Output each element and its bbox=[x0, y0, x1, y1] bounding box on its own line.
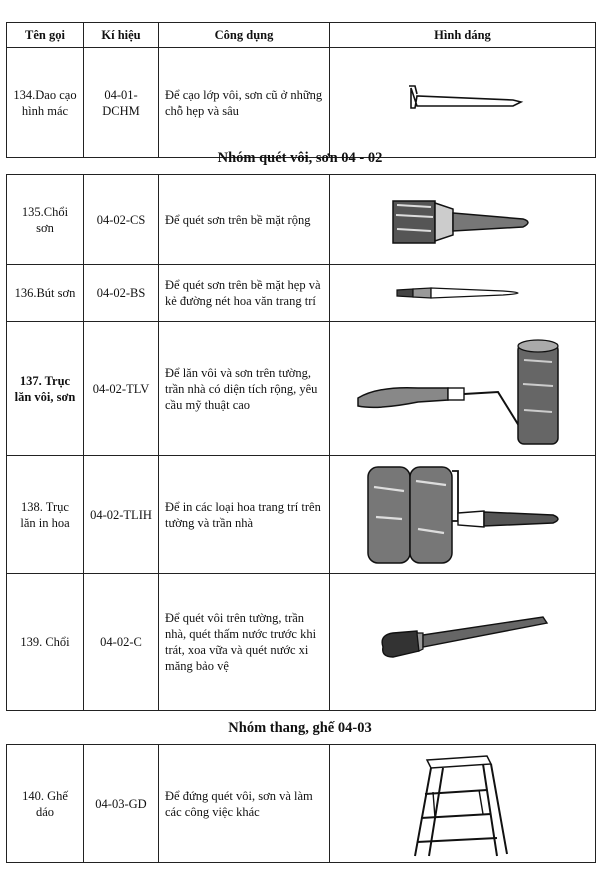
group-title-paint: Nhóm quét vôi, sơn 04 - 02 bbox=[217, 150, 383, 166]
table-row bbox=[7, 322, 596, 456]
whitewash-brush-icon bbox=[363, 607, 563, 677]
tool-name: 136.Bút sơn bbox=[7, 265, 84, 322]
tool-name: 137. Trục lăn vôi, sơn bbox=[7, 322, 84, 456]
header-code: Kí hiệu bbox=[84, 23, 159, 48]
pattern-roller-icon bbox=[348, 457, 578, 572]
tool-code: 04-02-BS bbox=[84, 265, 159, 322]
tool-code: 04-02-TLIH bbox=[84, 456, 159, 574]
tools-table-group1 bbox=[6, 22, 596, 158]
tool-name: 139. Chổi bbox=[7, 574, 84, 711]
header-shape: Hình dáng bbox=[330, 23, 596, 48]
group-title-ladder: Nhóm thang, ghế 04-03 bbox=[228, 720, 372, 736]
tool-use: Để quét sơn trên bề mặt rộng bbox=[159, 175, 330, 265]
tool-use: Để in các loại hoa trang trí trên tường và trần nhà bbox=[159, 456, 330, 574]
table-row bbox=[7, 456, 596, 574]
table-header-row bbox=[7, 23, 596, 48]
tools-table-group3 bbox=[6, 744, 596, 863]
table-row bbox=[7, 48, 596, 158]
table-row bbox=[7, 574, 596, 711]
step-ladder-icon bbox=[403, 748, 523, 860]
tool-use: Để quét vôi trên tường, trần nhà, quét thấm nước trước khi trát, xoa vữa và quét nước xi măng bảo vệ bbox=[159, 574, 330, 711]
tool-code: 04-02-CS bbox=[84, 175, 159, 265]
header-name: Tên gọi bbox=[7, 23, 84, 48]
paint-pen-icon bbox=[383, 278, 543, 308]
tool-name: 135.Chổi sơn bbox=[7, 175, 84, 265]
tool-use: Để lăn vôi và sơn trên tường, trần nhà có diện tích rộng, yêu cầu mỹ thuật cao bbox=[159, 322, 330, 456]
table-row bbox=[7, 265, 596, 322]
paint-brush-icon bbox=[383, 185, 543, 255]
tool-use: Để đứng quét vôi, sơn và làm các công việc khác bbox=[159, 745, 330, 863]
tool-name: 140. Ghế dáo bbox=[7, 745, 84, 863]
tool-use: Để cạo lớp vôi, sơn cũ ở những chỗ hẹp và sâu bbox=[159, 48, 330, 158]
tool-code: 04-02-C bbox=[84, 574, 159, 711]
tool-name: 138. Trục lăn in hoa bbox=[7, 456, 84, 574]
paint-roller-icon bbox=[348, 326, 578, 451]
table-row bbox=[7, 745, 596, 863]
tools-table-group2 bbox=[6, 174, 596, 711]
table-row bbox=[7, 175, 596, 265]
scraper-icon bbox=[393, 78, 533, 128]
tool-code: 04-03-GD bbox=[84, 745, 159, 863]
tool-name: 134.Dao cạo hình mác bbox=[7, 48, 84, 158]
tool-code: 04-02-TLV bbox=[84, 322, 159, 456]
tool-use: Để quét sơn trên bề mặt hẹp và kẻ đường nét hoa văn trang trí bbox=[159, 265, 330, 322]
tool-code: 04-01-DCHM bbox=[84, 48, 159, 158]
header-use: Công dụng bbox=[159, 23, 330, 48]
